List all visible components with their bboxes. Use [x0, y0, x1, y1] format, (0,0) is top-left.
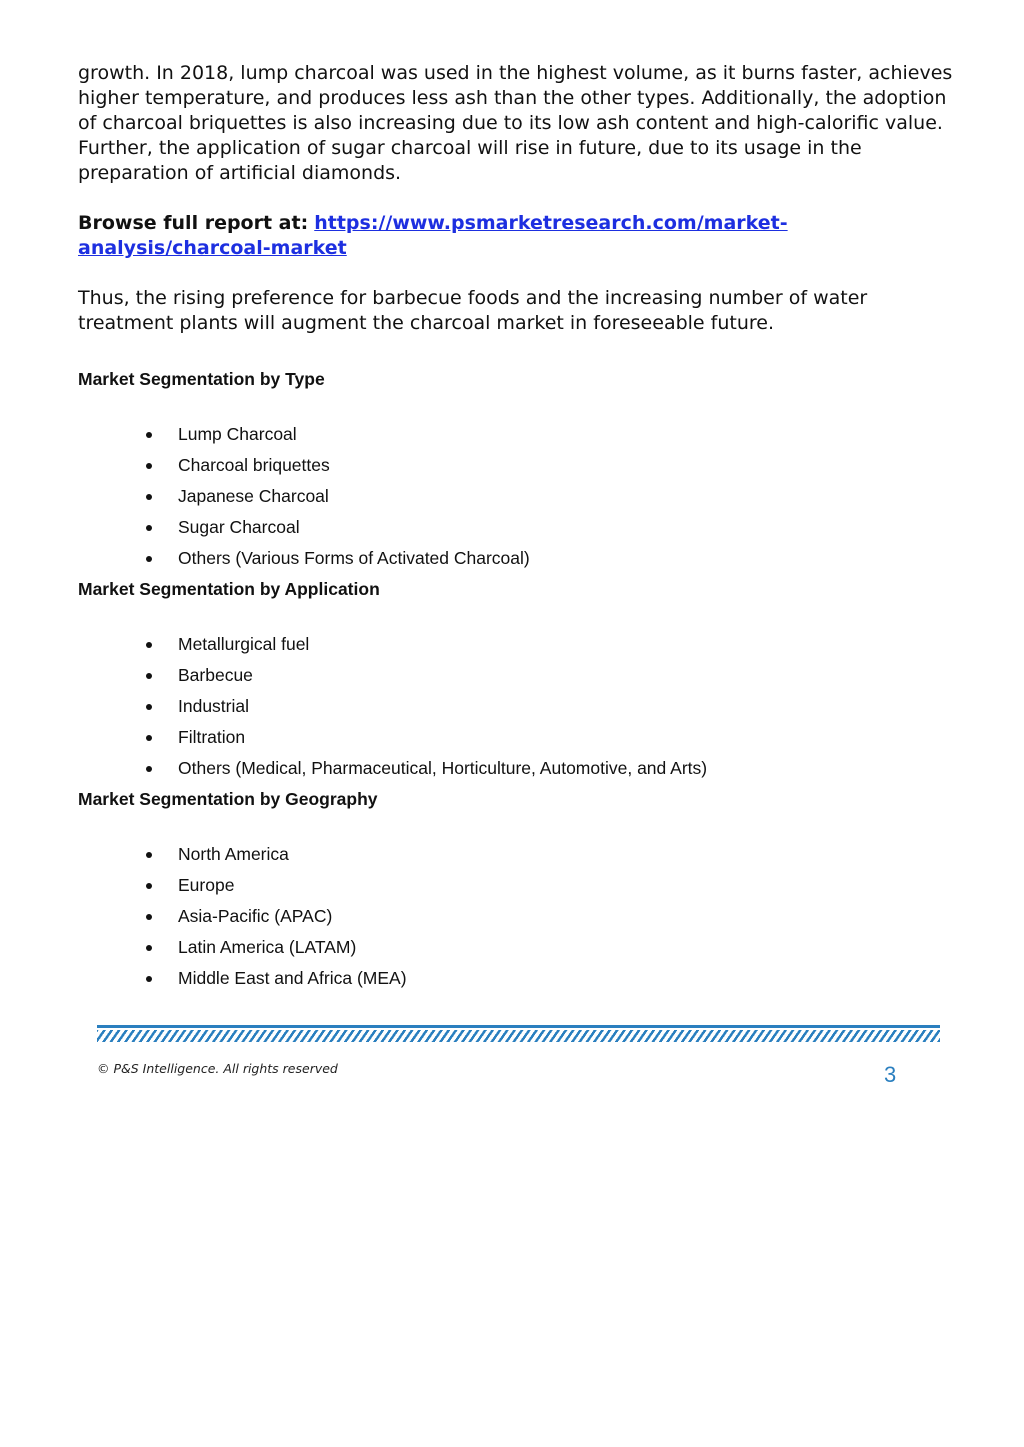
bullet-icon	[146, 463, 152, 469]
bullet-icon	[146, 673, 152, 679]
list-item	[0, 932, 407, 963]
list-item	[0, 660, 707, 691]
list-item-label: Europe	[178, 875, 235, 895]
list-item	[0, 901, 407, 932]
bullet-icon	[146, 766, 152, 772]
list-item	[0, 839, 407, 870]
segment-list-type	[0, 419, 530, 574]
segment-heading-application: Market Segmentation by Application	[78, 579, 380, 599]
segment-heading-geography: Market Segmentation by Geography	[78, 789, 378, 809]
list-item-label: Latin America (LATAM)	[178, 937, 357, 957]
footer-divider-hatch	[97, 1030, 940, 1042]
bullet-icon	[146, 642, 152, 648]
bullet-icon	[146, 494, 152, 500]
list-item	[0, 753, 707, 784]
list-item	[0, 512, 530, 543]
list-item-label: Industrial	[178, 696, 250, 716]
list-item	[0, 450, 530, 481]
list-item	[0, 629, 707, 660]
list-item-label: Sugar Charcoal	[178, 517, 300, 537]
segment-list-geography	[0, 839, 407, 994]
list-item	[0, 722, 707, 753]
list-item-label: Metallurgical fuel	[178, 634, 310, 654]
list-item-label: Middle East and Africa (MEA)	[178, 968, 407, 988]
browse-report-line	[78, 211, 958, 261]
bullet-icon	[146, 556, 152, 562]
list-item-label: Others (Medical, Pharmaceutical, Horticulture, Automotive, and Arts)	[178, 758, 708, 778]
bullet-icon	[146, 976, 152, 982]
list-item-label: Lump Charcoal	[178, 424, 297, 444]
report-link[interactable]: https://www.psmarketresearch.com/market-analysis/charcoal-market	[78, 212, 788, 259]
bullet-icon	[146, 945, 152, 951]
bullet-icon	[146, 735, 152, 741]
browse-label: Browse full report at:	[78, 212, 309, 234]
bullet-icon	[146, 914, 152, 920]
footer-divider-line	[97, 1025, 940, 1028]
list-item-label: Barbecue	[178, 665, 253, 685]
page-number: 3	[884, 1062, 897, 1087]
segment-list-application	[0, 629, 707, 784]
list-item-label: Japanese Charcoal	[178, 486, 329, 506]
list-item-label: North America	[178, 844, 289, 864]
body-paragraph: growth. In 2018, lump charcoal was used in the highest volume, as it burns faster, achieves higher temperature, and produces less ash than the other types. Additionally, the adoption of charcoal briquettes is also increasing due to its low ash content and high-calorific value. Further, the application of sugar charcoal will rise in future, due to its usage in the preparation of artificial diamonds.	[78, 62, 953, 184]
bullet-icon	[146, 525, 152, 531]
list-item	[0, 419, 530, 450]
list-item-label: Others (Various Forms of Activated Charcoal)	[178, 548, 530, 568]
list-item-label: Charcoal briquettes	[178, 455, 330, 475]
bullet-icon	[146, 432, 152, 438]
list-item-label: Filtration	[178, 727, 246, 747]
list-item	[0, 543, 530, 574]
body-paragraph: Thus, the rising preference for barbecue foods and the increasing number of water treatment plants will augment the charcoal market in foreseeable future.	[78, 287, 868, 334]
footer-divider	[97, 1025, 940, 1044]
bullet-icon	[146, 883, 152, 889]
list-item	[0, 963, 407, 994]
footer-copyright: © P&S Intelligence. All rights reserved	[97, 1061, 338, 1076]
list-item	[0, 691, 707, 722]
bullet-icon	[146, 852, 152, 858]
segment-heading-type: Market Segmentation by Type	[78, 369, 325, 389]
list-item-label: Asia-Pacific (APAC)	[178, 906, 333, 926]
list-item	[0, 870, 407, 901]
bullet-icon	[146, 704, 152, 710]
list-item	[0, 481, 530, 512]
